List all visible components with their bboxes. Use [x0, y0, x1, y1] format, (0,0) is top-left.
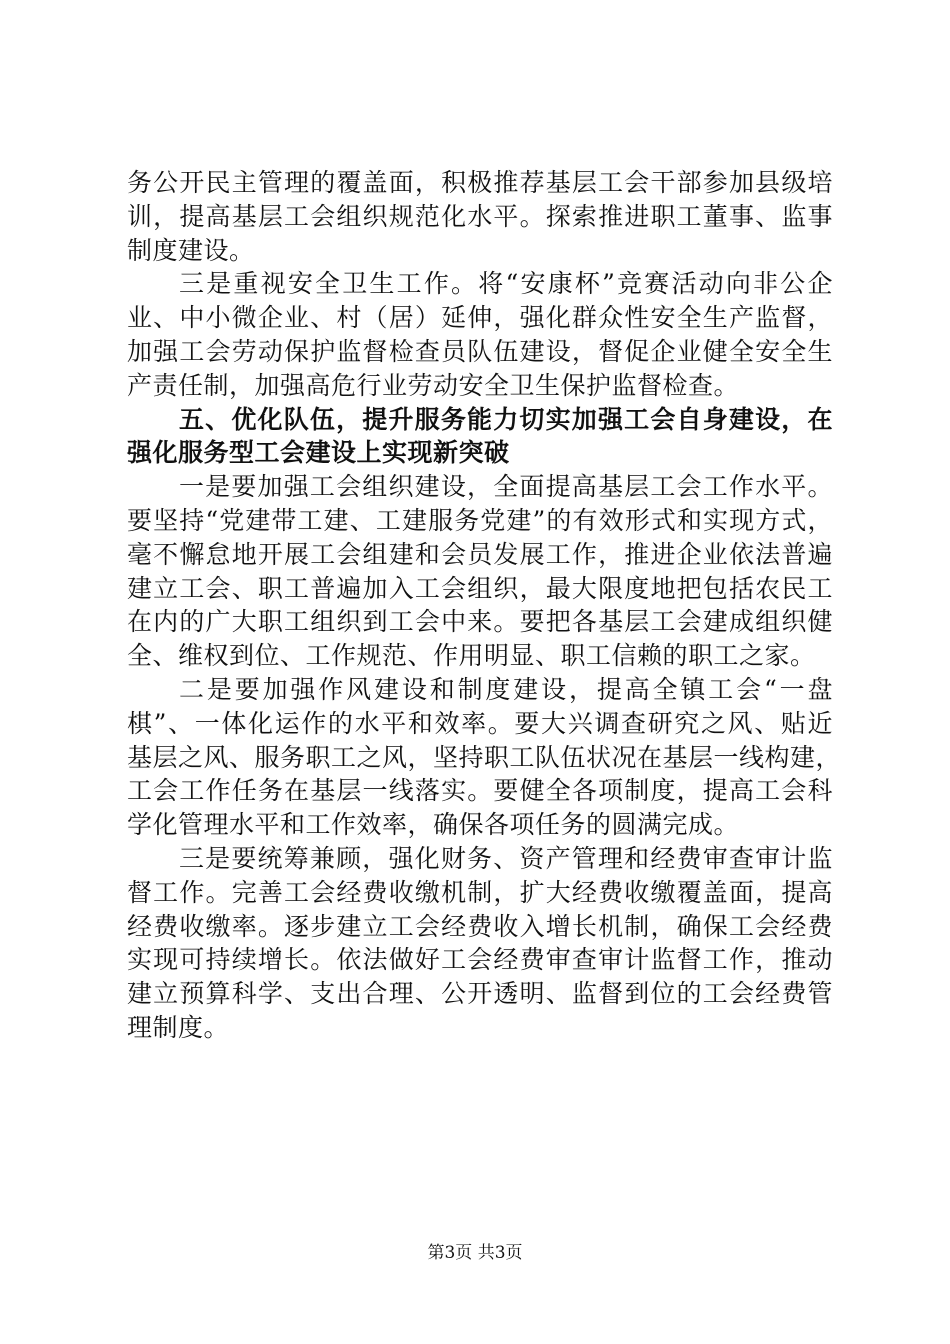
text-line: 在内的广大职工组织到工会中来。要把各基层工会建成组织健 — [127, 607, 833, 637]
text-line: 一是要加强工会组织建设，全面提高基层工会工作水平。 — [179, 472, 833, 502]
text-line: 二是要加强作风建设和制度建设，提高全镇工会“一盘 — [179, 674, 833, 704]
section-heading — [127, 403, 833, 471]
paragraph-style — [127, 673, 842, 842]
heading-line: 五、优化队伍，提升服务能力切实加强工会自身建设，在 — [179, 404, 833, 434]
text-line: 三是要统筹兼顾，强化财务、资产管理和经费审查审计监 — [179, 843, 833, 873]
text-line: 经费收缴率。逐步建立工会经费收入增长机制，确保工会经费 — [127, 911, 833, 941]
page-number-footer: 第3页 共3页 — [427, 1243, 523, 1263]
text-line: 业、中小微企业、村（居）延伸，强化群众性安全生产监督， — [127, 303, 833, 333]
text-line: 产责任制，加强高危行业劳动安全卫生保护监督检查。 — [127, 370, 740, 400]
paragraph-organization — [127, 470, 833, 673]
text-line: 建立预算科学、支出合理、公开透明、监督到位的工会经费管 — [127, 979, 833, 1009]
text-line: 要坚持“党建带工建、工建服务党建”的有效形式和实现方式， — [127, 505, 833, 535]
text-line: 督工作。完善工会经费收缴机制，扩大经费收缴覆盖面，提高 — [127, 877, 833, 907]
text-line: 毫不懈怠地开展工会组建和会员发展工作，推进企业依法普遍 — [127, 539, 833, 569]
text-line: 建立工会、职工普遍加入工会组织，最大限度地把包括农民工 — [127, 573, 833, 603]
heading-line: 强化服务型工会建设上实现新突破 — [127, 438, 510, 468]
text-line: 务公开民主管理的覆盖面，积极推荐基层工会干部参加县级培 — [127, 168, 833, 197]
text-line: 制度建设。 — [127, 235, 255, 265]
text-line: 训，提高基层工会组织规范化水平。探索推进职工董事、监事 — [127, 201, 833, 231]
paragraph-safety — [127, 267, 833, 402]
text-line: 实现可持续增长。依法做好工会经费审查审计监督工作，推动 — [127, 945, 833, 975]
text-line: 理制度。 — [127, 1012, 230, 1042]
paragraph-finance — [127, 842, 833, 1045]
paragraph-continued — [127, 166, 833, 267]
text-line: 加强工会劳动保护监督检查员队伍建设，督促企业健全安全生 — [127, 336, 833, 366]
text-line: 基层之风、服务职工之风，坚持职工队伍状况在基层一线构建， — [127, 742, 842, 772]
text-line: 工会工作任务在基层一线落实。要健全各项制度，提高工会科 — [127, 776, 833, 806]
document-body — [127, 166, 842, 1045]
text-line: 三是重视安全卫生工作。将“安康杯”竞赛活动向非公企 — [179, 269, 833, 299]
text-line: 棋”、一体化运作的水平和效率。要大兴调查研究之风、贴近 — [127, 708, 833, 738]
text-line: 学化管理水平和工作效率，确保各项任务的圆满完成。 — [127, 810, 740, 840]
text-line: 全、维权到位、工作规范、作用明显、职工信赖的职工之家。 — [127, 641, 816, 671]
